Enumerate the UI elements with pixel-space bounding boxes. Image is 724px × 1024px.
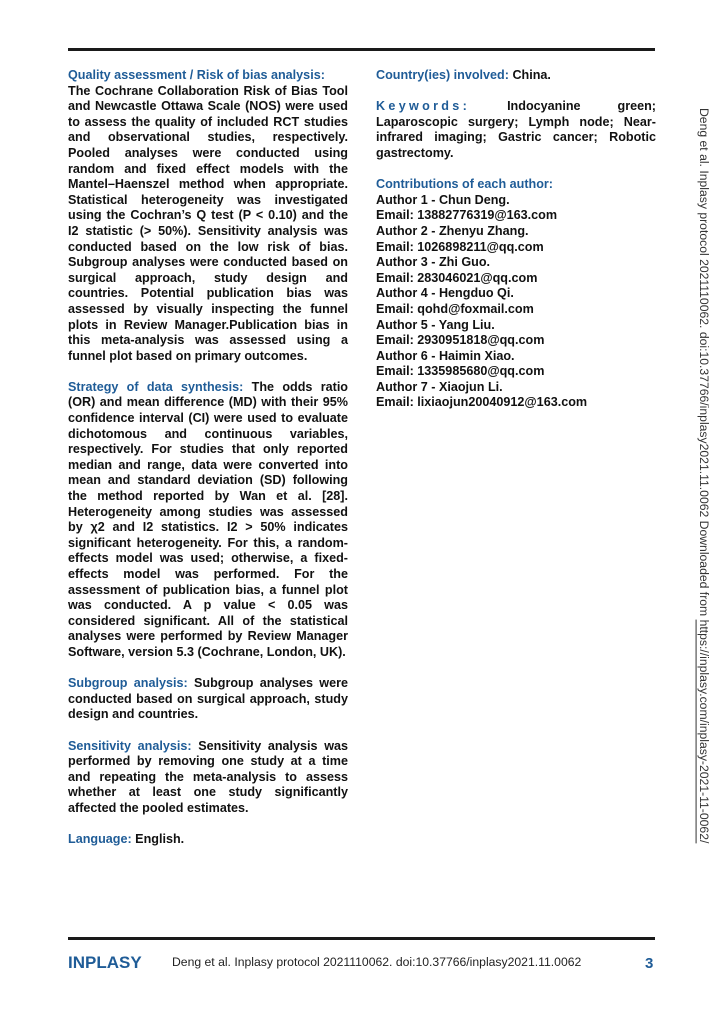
quality-assessment-heading: Quality assessment / Risk of bias analysis: bbox=[68, 68, 325, 82]
data-synthesis-body: The odds ratio (OR) and mean difference (MD) with their 95% confidence interval (CI) were used to evaluate dichotomous and continuous variables, respectively. For studies that only reported median and range, data were converted into mean and standard deviation (SD) following the method reported by Wan et al. [28]. Heterogeneity among studies was assessed by χ2 and I2 statistics. I2 > 50% indicates significant heterogeneity. For this, a random-effects model was used; otherwise, a fixed-effects model was performed. For the assessment of publication bias, a funnel plot was conducted. A p value < 0.05 was considered significant. All of the statistical analyses were performed by Review Manager Software, version 5.3 (Cochrane, London, UK). bbox=[68, 379, 349, 659]
author-email: Email: qohd@foxmail.com bbox=[376, 301, 534, 316]
country-body: China. bbox=[512, 68, 551, 82]
sidebar-citation-text: Deng et al. Inplasy protocol 2021110062. doi:10.37766/inplasy2021.11.0062 Downloaded from bbox=[697, 108, 711, 620]
right-column bbox=[376, 68, 656, 427]
sensitivity-analysis-body: Sensitivity analysis was performed by removing one study at a time and repeating the meta-analysis to assess whether at least one study significantly affected the pooled estimates. bbox=[68, 738, 348, 815]
sensitivity-analysis-section bbox=[68, 739, 348, 817]
author-name: Author 4 - Hengduo Qi. bbox=[376, 286, 514, 301]
author-name: Author 6 - Haimin Xiao. bbox=[376, 348, 515, 363]
author-email: Email: lixiaojun20040912@163.com bbox=[376, 395, 588, 410]
author-name: Author 1 - Chun Deng. bbox=[376, 192, 510, 207]
subgroup-analysis-heading: Subgroup analysis: bbox=[68, 676, 188, 691]
data-synthesis-section bbox=[68, 380, 348, 661]
author-email: Email: 283046021@qq.com bbox=[376, 270, 538, 285]
subgroup-analysis-section bbox=[68, 676, 348, 723]
author-name: Author 5 - Yang Liu. bbox=[376, 317, 495, 332]
quality-assessment-body: The Cochrane Collaboration Risk of Bias Tool and Newcastle Ottawa Scale (NOS) were used to assess the quality of included RCT studies and observational studies, respectively. Pooled analyses were conducted using random and fixed effect models with the Mantel–Haenszel method when appropriate. Statistical heterogeneity was investigated using the Cochran’s Q test (P < 0.10) and the I2 statistic (> 50%). Sensitivity analysis was conducted based on the low risk of bias. Subgroup analyses were conducted based on surgical approach, study design and countries. Potential publication bias was assessed by visually inspecting the funnel plots in Review Manager.Publication bias in this meta-analysis was assessed using a funnel plot based on primary outcomes. bbox=[68, 83, 348, 363]
author-email: Email: 2930951818@qq.com bbox=[376, 333, 545, 348]
left-column bbox=[68, 68, 348, 863]
language-section bbox=[68, 832, 348, 848]
keywords-heading: Keywords: bbox=[376, 99, 471, 114]
sidebar-download-link[interactable]: https://inplasy.com/inplasy-2021-11-0062/ bbox=[697, 619, 711, 844]
language-heading: Language: bbox=[68, 832, 132, 847]
quality-assessment-section bbox=[68, 68, 348, 364]
language-body: English. bbox=[135, 832, 185, 847]
header-rule bbox=[68, 48, 655, 51]
footer-rule bbox=[68, 937, 655, 940]
journal-brand: INPLASY bbox=[68, 953, 142, 972]
country-heading: Country(ies) involved: bbox=[376, 68, 509, 82]
subgroup-analysis-body: Subgroup analyses were conducted based on surgical approach, study design and countries. bbox=[68, 676, 348, 722]
keywords-body: Indocyanine green; Laparoscopic surgery; Lymph node; Near-infrared imaging; Gastric cancer; Robotic gastrectomy. bbox=[376, 99, 656, 160]
footer-citation: Deng et al. Inplasy protocol 2021110062. doi:10.37766/inplasy2021.11.0062 bbox=[172, 955, 582, 969]
country-section bbox=[376, 68, 656, 84]
author-name: Author 7 - Xiaojun Li. bbox=[376, 379, 503, 394]
sensitivity-analysis-heading: Sensitivity analysis: bbox=[68, 738, 192, 753]
author-email: Email: 1335985680@qq.com bbox=[376, 364, 545, 379]
data-synthesis-heading: Strategy of data synthesis: bbox=[68, 379, 244, 394]
author-name: Author 2 - Zhenyu Zhang. bbox=[376, 223, 529, 238]
page-number: 3 bbox=[645, 955, 654, 972]
sidebar-download-note bbox=[697, 108, 711, 843]
author-email: Email: 1026898211@qq.com bbox=[376, 239, 544, 254]
contributions-section bbox=[376, 177, 656, 411]
author-email: Email: 13882776319@163.com bbox=[376, 208, 558, 223]
author-name: Author 3 - Zhi Guo. bbox=[376, 255, 491, 270]
contributions-heading: Contributions of each author: bbox=[376, 177, 554, 192]
keywords-section bbox=[376, 99, 656, 161]
